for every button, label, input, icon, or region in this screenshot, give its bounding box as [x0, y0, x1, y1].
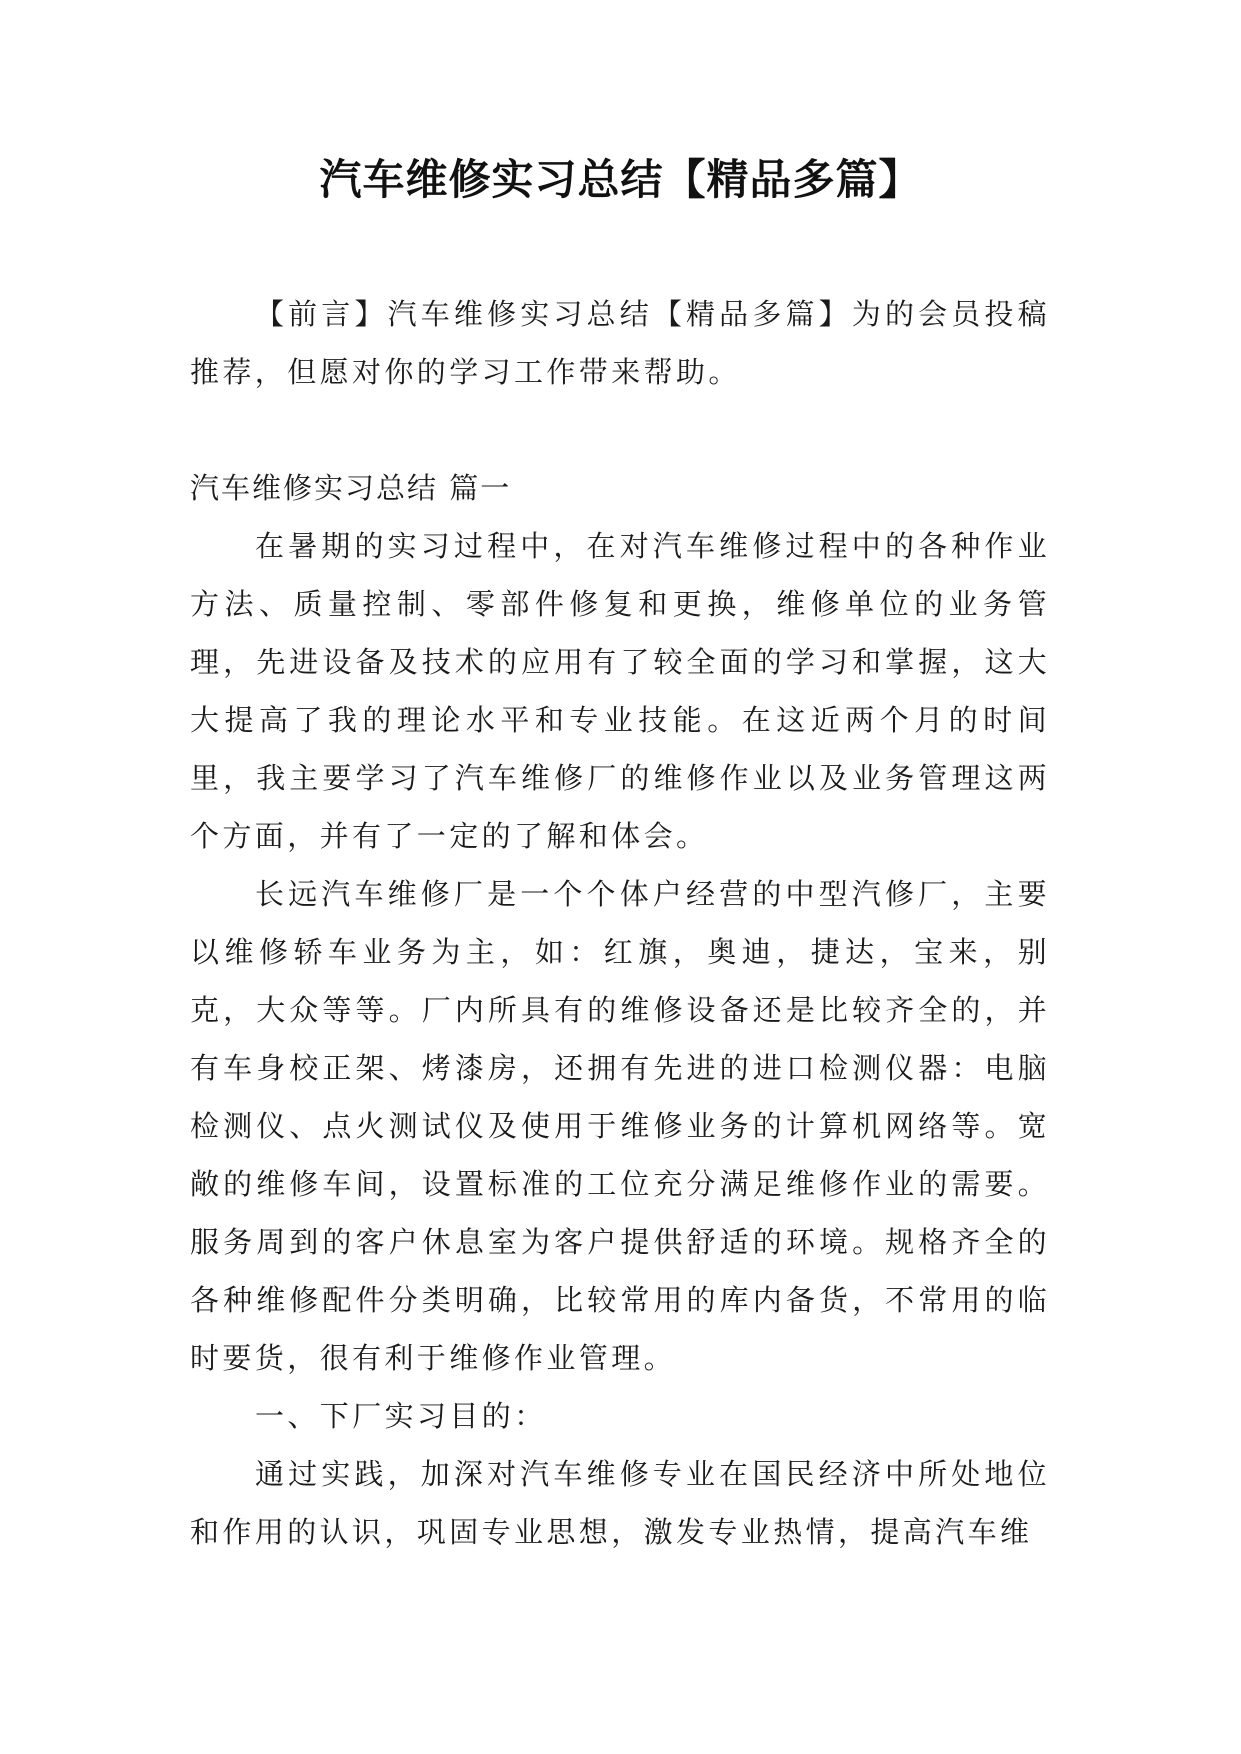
- body-paragraph-1: 在暑期的实习过程中，在对汽车维修过程中的各种作业方法、质量控制、零部件修复和更换，维修单位的业务管理，先进设备及技术的应用有了较全面的学习和掌握，这大大提高了我的理论水平和专业技能。在这近两个月的时间里，我主要学习了汽车维修厂的维修作业以及业务管理这两个方面，并有了一定的了解和体会。: [190, 529, 1050, 853]
- body-paragraph-3: 通过实践，加深对汽车维修专业在国民经济中所处地位和作用的认识，巩固专业思想，激发专业热情，提高汽车维: [190, 1457, 1050, 1549]
- section-heading: 汽车维修实习总结 篇一: [190, 471, 512, 505]
- body-paragraph-2: 长远汽车维修厂是一个个体户经营的中型汽修厂，主要以维修轿车业务为主，如：红旗，奥迪，捷达，宝来，别克，大众等等。厂内所具有的维修设备还是比较齐全的，并有车身校正架、烤漆房，还拥有先进的进口检测仪器：电脑检测仪、点火测试仪及使用于维修业务的计算机网络等。宽敞的维修车间，设置标准的工位充分满足维修作业的需要。服务周到的客户休息室为客户提供舒适的环境。规格齐全的各种维修配件分类明确，比较常用的库内备货，不常用的临时要货，很有利于维修作业管理。: [190, 877, 1050, 1375]
- document-title: 汽车维修实习总结【精品多篇】: [319, 155, 922, 204]
- subsection-heading: 一、下厂实习目的：: [255, 1399, 547, 1433]
- document-body: [190, 285, 1050, 1561]
- preface-paragraph: 【前言】汽车维修实习总结【精品多篇】为的会员投稿推荐，但愿对你的学习工作带来帮助。: [190, 297, 1050, 389]
